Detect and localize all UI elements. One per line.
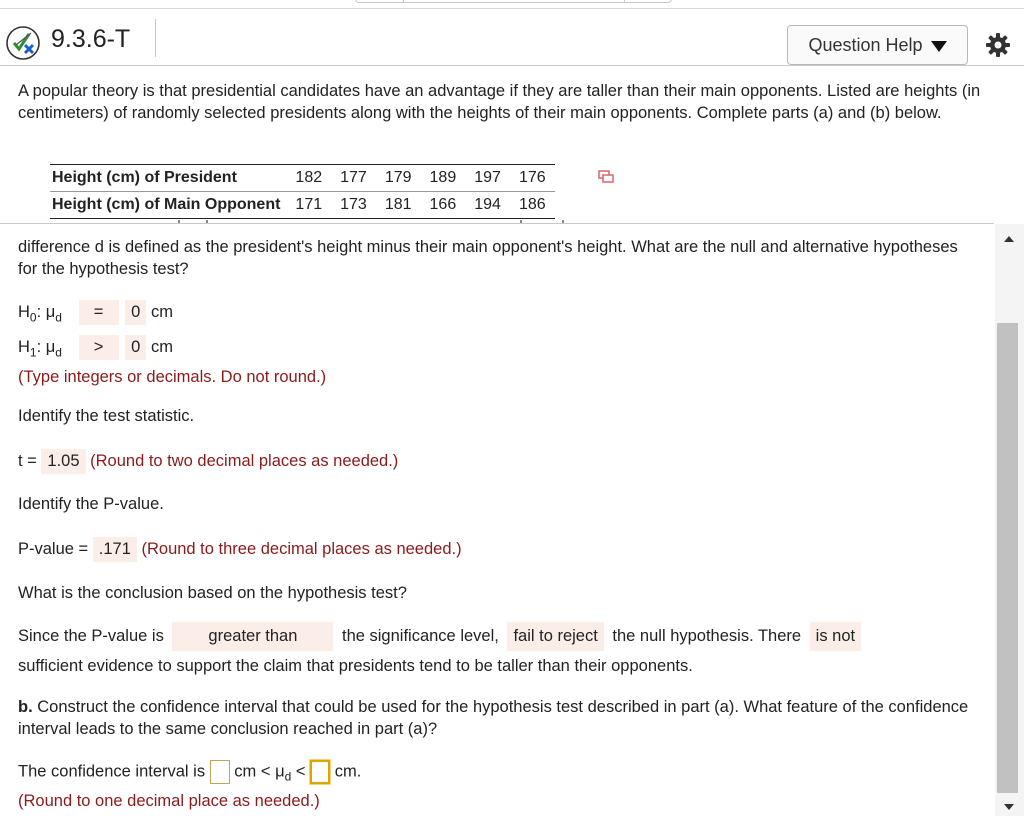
h0-sub: 0 xyxy=(29,310,37,325)
table-row xyxy=(50,165,555,192)
ci-upper-input[interactable] xyxy=(310,760,330,784)
significance-text: the significance level, xyxy=(342,627,499,645)
h1-value-input[interactable]: 0 xyxy=(125,335,146,360)
mu-sub: d xyxy=(55,310,62,325)
gear-icon[interactable] xyxy=(984,31,1012,59)
t-value-input[interactable]: 1.05 xyxy=(41,449,85,474)
question-number: 9.3.6-T xyxy=(51,25,131,53)
top-strip xyxy=(0,0,1024,9)
table-cell: 189 xyxy=(421,165,466,192)
table-cell: 177 xyxy=(331,165,376,192)
dropdown-caret-icon xyxy=(931,41,947,52)
ci-mid-unit: cm < xyxy=(234,762,271,781)
table-cell: 197 xyxy=(465,165,510,192)
table-cell: 181 xyxy=(376,192,421,219)
problem-intro: A popular theory is that presidential candidates have an advantage if they are taller than their main opponents. Listed are heights (in centimeters) of randomly selected presidents along with the heights of their main opponents. Complete parts (a) and (b) below. xyxy=(18,82,981,122)
question-header xyxy=(0,9,1024,66)
mu-symbol: : μ xyxy=(36,338,56,356)
table-cell: 179 xyxy=(376,165,421,192)
evidence-select[interactable]: is not xyxy=(810,622,861,651)
table-cell: 166 xyxy=(421,192,466,219)
top-tabs xyxy=(355,0,672,3)
t-label: t = xyxy=(18,452,37,470)
ci-suffix: cm. xyxy=(334,762,362,781)
question-help-button[interactable] xyxy=(787,25,968,65)
less-than: < xyxy=(295,762,306,781)
conclusion-tail: sufficient evidence to support the claim that presidents tend to be taller than their opponents. xyxy=(18,657,693,675)
test-stat-row xyxy=(18,449,398,474)
pvalue-row xyxy=(18,537,462,562)
table-cell: 176 xyxy=(510,165,555,192)
ci-prefix: The confidence interval is xyxy=(18,762,206,781)
decision-select[interactable]: fail to reject xyxy=(507,622,603,651)
null-hypothesis xyxy=(18,300,173,325)
table-cell: 186 xyxy=(510,192,555,219)
partial-credit-icon xyxy=(5,25,41,61)
ci-lower-input[interactable] xyxy=(210,760,230,784)
mu-symbol: μ xyxy=(275,762,285,781)
table-cell: 182 xyxy=(286,165,331,192)
table-cell: 173 xyxy=(331,192,376,219)
scrollbar[interactable] xyxy=(995,224,1024,816)
h1-unit: cm xyxy=(150,338,173,356)
alternative-hypothesis xyxy=(18,335,173,360)
t-hint: (Round to two decimal places as needed.) xyxy=(90,452,399,470)
section-divider xyxy=(0,223,994,224)
row-label-president: Height (cm) of President xyxy=(50,165,286,192)
table-cell: 171 xyxy=(286,192,331,219)
h0-label: H xyxy=(18,303,30,321)
h1-operator-select[interactable]: > xyxy=(79,335,119,360)
heights-table xyxy=(50,164,555,219)
scroll-up-icon[interactable] xyxy=(1004,236,1014,242)
h1-sub: 1 xyxy=(29,345,37,360)
hypothesis-hint: (Type integers or decimals. Do not round.) xyxy=(18,368,327,386)
pvalue-label: P-value = xyxy=(18,540,89,558)
mu-sub: d xyxy=(55,345,62,360)
copy-data-icon[interactable] xyxy=(598,170,614,184)
pvalue-prompt: Identify the P-value. xyxy=(18,495,164,513)
null-text: the null hypothesis. There xyxy=(612,627,802,645)
mu-symbol: : μ xyxy=(36,303,56,321)
scrollbar-thumb[interactable] xyxy=(997,323,1018,793)
ci-hint: (Round to one decimal place as needed.) xyxy=(18,792,320,810)
h0-unit: cm xyxy=(150,303,173,321)
h0-operator-select[interactable]: = xyxy=(79,300,119,325)
question-help-label: Question Help xyxy=(808,34,923,55)
h0-value-input[interactable]: 0 xyxy=(125,300,146,325)
scroll-down-icon[interactable] xyxy=(1004,804,1014,810)
comparison-select[interactable]: greater than xyxy=(172,622,333,651)
part-b-label: b. xyxy=(18,698,33,716)
conclusion-prompt: What is the conclusion based on the hypothesis test? xyxy=(18,584,407,602)
row-label-opponent: Height (cm) of Main Opponent xyxy=(50,192,286,219)
conclusion-row xyxy=(18,622,861,651)
table-row xyxy=(50,192,555,219)
pvalue-input[interactable]: .171 xyxy=(93,537,137,562)
test-stat-prompt: Identify the test statistic. xyxy=(18,407,195,425)
header-divider xyxy=(155,19,156,57)
part-b-text: Construct the confidence interval that could be used for the hypothesis test described in part (a). What feature of the confidence interval leads to the same conclusion reached in part (a)? xyxy=(18,698,969,738)
pvalue-hint: (Round to three decimal places as needed.) xyxy=(141,540,462,558)
part-a-prompt: difference d is defined as the president's height minus their main opponent's height. What are the null and alternative hypotheses for the hypothesis test? xyxy=(18,238,958,278)
since-text: Since the P-value is xyxy=(18,627,164,645)
table-cell: 194 xyxy=(465,192,510,219)
part-b-prompt xyxy=(18,696,978,740)
h1-label: H xyxy=(18,338,30,356)
mu-sub: d xyxy=(284,769,292,784)
ci-row xyxy=(18,760,361,784)
